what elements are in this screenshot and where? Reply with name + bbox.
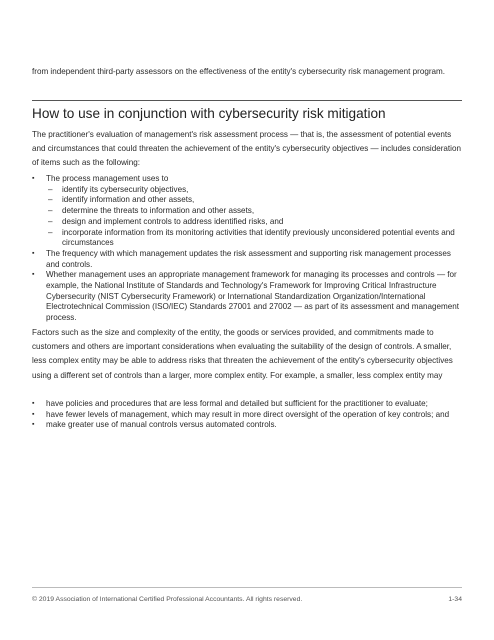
sublist-item: – design and implement controls to address identified risks, and	[46, 217, 464, 228]
section-divider	[32, 100, 462, 101]
considerations-list	[32, 174, 464, 324]
paragraph-risk-assessment: The practitioner's evaluation of management's risk assessment process — that is, the assessment of potential events and circumstances that could threaten the achievement of the entity's cybersecurity objectives — includes consideration of items such as the following:	[32, 130, 461, 168]
page-footer	[32, 596, 462, 603]
intro-paragraph: from independent third-party assessors on the effectiveness of the entity's cybersecurity risk management program.	[32, 67, 446, 77]
section-heading: How to use in conjunction with cybersecurity risk mitigation	[32, 106, 386, 121]
page-number: 1-34	[448, 596, 462, 603]
process-sublist	[46, 185, 464, 249]
footer-divider	[32, 587, 462, 588]
list-item: ▪ make greater use of manual controls versus automated controls.	[32, 420, 464, 431]
list-item-text: The process management uses to	[46, 174, 169, 183]
list-item: ▪ Whether management uses an appropriate management framework for managing its processes and controls — for example, the National Institute of Standards and Technology's Framework for Improving Critical Infrastructure Cybersecurity (NIST Cybersecurity Framework) or International Standardization Organization/International Electrotechnical Commission (ISO/IEC) Standards 27001 and 27002 — as part of its assessment and management process.	[32, 270, 464, 324]
smaller-entity-list	[32, 399, 464, 431]
paragraph-entity-factors: Factors such as the size and complexity of the entity, the goods or services provided, and commitments made to customers and others are important considerations when evaluating the suitability of the design of controls. A smaller, less complex entity may be able to address risks that threaten the achievement of the entity's cybersecurity objectives using a different set of controls than a larger, more complex entity. For example, a smaller, less complex entity may	[32, 328, 453, 380]
list-item: ▪ The frequency with which management updates the risk assessment and supporting risk management processes and controls.	[32, 249, 464, 270]
sublist-item: – identify information and other assets,	[46, 195, 464, 206]
list-item	[32, 174, 464, 249]
list-item: ▪ have policies and procedures that are less formal and detailed but sufficient for the practitioner to evaluate;	[32, 399, 464, 410]
sublist-item: – determine the threats to information and other assets,	[46, 206, 464, 217]
copyright-text: © 2019 Association of International Certified Professional Accountants. All rights reserved.	[32, 596, 303, 603]
list-item: ▪ have fewer levels of management, which may result in more direct oversight of the operation of key controls; and	[32, 410, 464, 421]
sublist-item: – identify its cybersecurity objectives,	[46, 185, 464, 196]
sublist-item: – incorporate information from its monitoring activities that identify previously unconsidered potential events and circumstances	[46, 228, 464, 249]
